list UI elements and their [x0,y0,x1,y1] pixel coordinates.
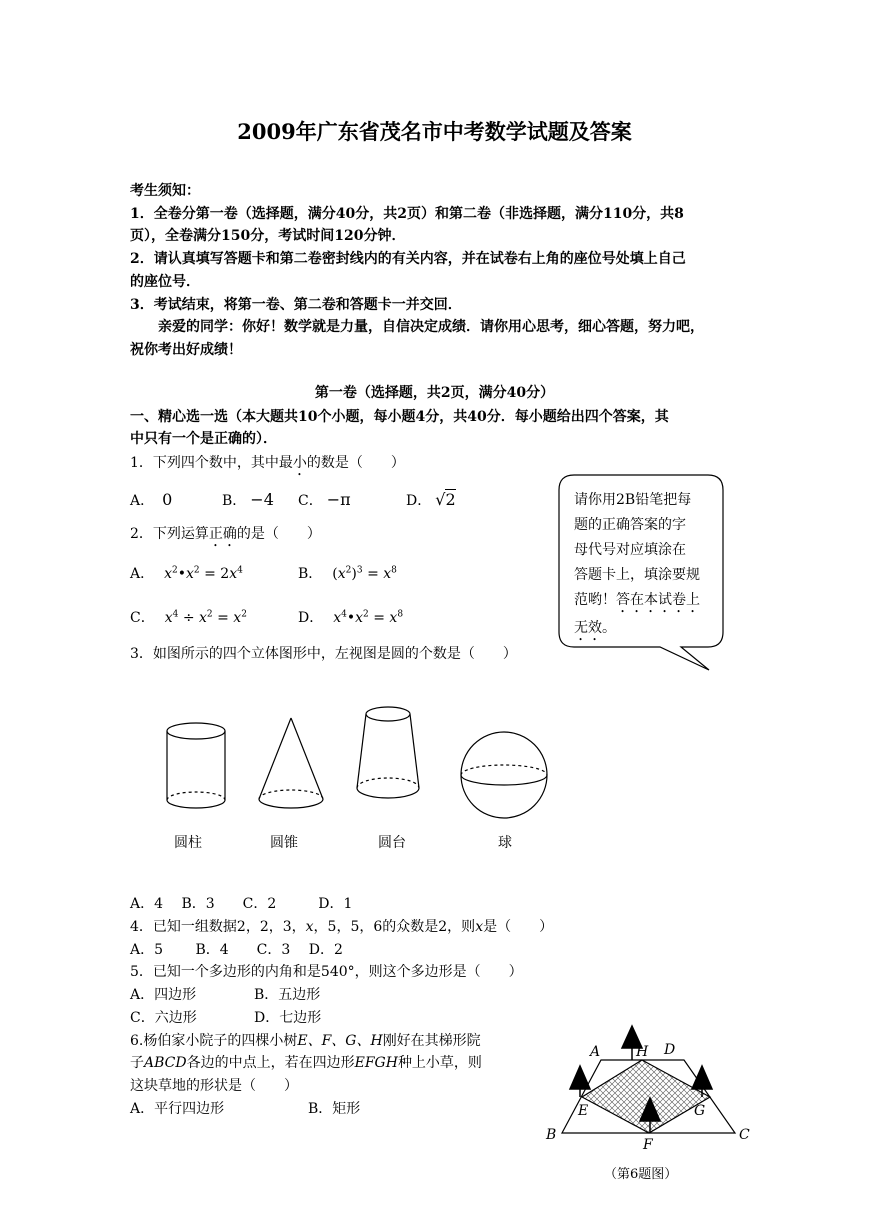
q5-option-b: B．五边形 [254,987,321,1003]
q2-option-b: B． $(x^2)^3 = x^8$ [298,565,397,582]
q5-option-c: C．六边形 [130,1010,197,1026]
tip-text: 请你用2B铅笔把每 题的正确答案的字 母代号对应填涂在 答题卡上，填涂要规 范哟！答在本试卷上 无效。 [574,492,700,636]
page-title: 2009年广东省茂名市中考数学试题及答案 [237,119,632,144]
q4-options: A．5 B．4 C．3 D．2 [130,942,343,958]
notice-item-3: 3．考试结束，将第一卷、第二卷和答题卡一并交回． [130,297,462,313]
label-sphere: 球 [498,835,512,851]
q1-option-c: C． −π [298,490,351,509]
q2-option-a: A． $x^2•x^2 = 2x^4$ [130,565,243,582]
question-6-line-2: 子ABCD各边的中点上，若在四边形EFGH种上小草，则 [130,1055,482,1071]
label-cone: 圆锥 [270,835,298,851]
q3-options: A．4 B．3 C．2 D．1 [130,896,353,912]
question-6-line-3: 这块草地的形状是（ ） [130,1078,298,1094]
question-2-stem: 2．下列运算正确的是（ ） [130,526,321,542]
q2-option-c: C． $x^4 \div x^2 = x^2$ [130,609,247,626]
q1-option-d: D． √2 [406,490,456,509]
question-1-stem: 1．下列四个数中，其中最小的数是（ ） [130,455,405,471]
point-c: C [739,1127,750,1143]
point-d: D [664,1042,676,1058]
cylinder-figure [167,723,225,808]
notice-item-1-line-1: 1．全卷分第一卷（选择题，满分40分，共2页）和第二卷（非选择题，满分110分，共8 [130,206,684,222]
frustum-figure [357,707,419,798]
question-4-stem: 4．已知一组数据2，2，3，x，5，5，6的众数是2，则x是（ ） [130,919,554,935]
point-g: G [694,1103,706,1119]
point-h: H [636,1044,649,1060]
q6-option-a: A．平行四边形 [130,1101,225,1117]
point-e: E [578,1103,589,1119]
q5-option-a: A．四边形 [130,987,197,1003]
point-b: B [546,1127,557,1143]
label-frustum: 圆台 [378,835,406,851]
question-5-stem: 5．已知一个多边形的内角和是540°，则这个多边形是（ ） [130,964,523,980]
section-intro-line-1: 一、精心选一选（本大题共10个小题，每小题4分，共40分．每小题给出四个答案，其 [130,409,669,425]
point-f: F [643,1137,653,1153]
question-6-line-1: 6.杨伯家小院子的四棵小树E、F、G、H刚好在其梯形院 [130,1033,481,1049]
q1-option-b: B． −4 [222,490,274,509]
notice-item-2-line-2: 的座位号． [130,274,200,290]
section-title: 第一卷（选择题，共2页，满分40分） [314,385,555,401]
quadrilateral-efgh [582,1060,710,1133]
greeting-line-2: 祝你考出好成绩！ [130,342,242,358]
label-cylinder: 圆柱 [174,835,202,851]
q2-option-d: D． $x^4•x^2 = x^8$ [298,609,404,626]
notice-item-2-line-1: 2．请认真填写答题卡和第二卷密封线内的有关内容，并在试卷右上角的座位号处填上自己 [130,251,686,267]
point-a: A [590,1044,601,1060]
q5-option-d: D．七边形 [254,1010,322,1026]
sphere-figure [461,732,547,818]
section-intro-line-2: 中只有一个是正确的）． [130,431,277,447]
question-3-stem: 3．如图所示的四个立体图形中，左视图是圆的个数是（ ） [130,646,517,662]
greeting-line-1: 亲爱的同学：你好！数学就是力量，自信决定成绩．请你用心思考，细心答题，努力吧， [158,319,704,335]
cone-figure [259,718,323,808]
q1-option-a: A． 0 [130,490,173,509]
notice-item-1-line-2: 页），全卷满分150分，考试时间120分钟． [130,228,406,244]
figure-6-caption: （第6题图） [604,1167,678,1182]
q6-option-b: B．矩形 [308,1101,361,1117]
solid-figures [150,700,570,830]
notice-heading: 考生须知： [130,183,200,199]
